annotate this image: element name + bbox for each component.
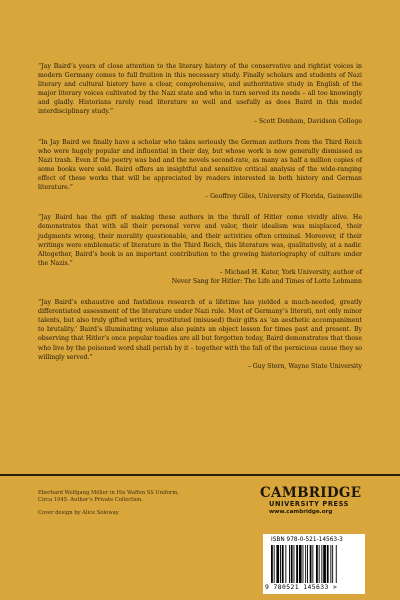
isbn-label: ISBN 978-0-521-14563-3 <box>271 537 343 543</box>
publisher-name: CAMBRIDGE <box>260 485 362 501</box>
blurb-quote <box>38 213 362 286</box>
blurb-text: “Jay Baird’s years of close attention to the literary history of the conservative and rightist voices in modern Germany comes to full fruition in this necessary study. Finally scholars and students of Nazi literary and cultural history have a clear, comprehensive, and authoritative study in English of the major literary voices cultivated by the Nazi state and who in turn served its needs – all too knowingly and gladly. Historians rarely read literature so well and usefully as does Baird in this model interdisciplinary study.” <box>38 63 362 116</box>
publisher-subtitle: UNIVERSITY PRESS <box>269 500 349 508</box>
blurb-book-title: Never Sang for Hitler: The Life and Times of Lotte Lehmann <box>171 277 362 285</box>
blurb-attribution: – Guy Stern, Wayne State University <box>247 362 362 370</box>
blurb-attribution: – Scott Denham, Davidson College <box>253 117 362 125</box>
publisher-logo <box>260 486 380 516</box>
blurb-quote <box>38 62 362 126</box>
blurb-attribution: – Michael H. Kater, York University, author of <box>219 268 362 276</box>
cover-credits <box>38 490 218 517</box>
bottom-strip <box>0 476 400 600</box>
barcode <box>263 534 365 594</box>
barcode-bars-icon <box>271 545 359 583</box>
blurb-quote <box>38 138 362 202</box>
blurb-text: “Jay Baird has the gift of making these authors in the thrall of Hitler come vividly alive. He demonstrates that with all their personal verve and valor, their idealism was misplaced, their judgments wrong, their morality questionable, and their activities often criminal. Moreover, if their writings were emblematic of literature in the Third Reich, this literature was, qualitatively, at a nadir. Altogether, Baird’s book is an important contribution to the growing historiography of culture under the Nazis.” <box>38 214 362 267</box>
barcode-digits: 9 780521 145633 > <box>265 583 338 591</box>
blurb-text: “Jay Baird’s exhaustive and fastidious research of a lifetime has yielded a much-needed, greatly differentiated assessment of the literature under Nazi rule. Most of Germany’s literati, not only minor talents, but also truly gifted writers, prostituted (misused) their gifts as ‘an aesthetic accompaniment to brutality.’ Baird’s illuminating volume also paints an object lesson for times past and present. By observing that Hitler’s once popular toadies are all but forgotten today, Baird demonstrates that those who live by the poisoned word shall perish by it – together with the fall of the pernicious cause they so willingly served.” <box>38 299 362 361</box>
design-credit: Cover design by Alice Soloway <box>38 510 119 516</box>
photo-credit-line: Circa 1945. Author’s Private Collection. <box>38 497 144 503</box>
publisher-url: www.cambridge.org <box>269 509 333 515</box>
blurb-attribution: – Geoffrey Giles, University of Florida, Gainesville <box>205 193 362 201</box>
blurb-quote <box>38 298 362 371</box>
photo-credit-line: Eberhard Wolfgang Möller in His Waffen SS Uniform, <box>38 490 179 496</box>
blurb-text: “In Jay Baird we finally have a scholar who takes seriously the German authors from the Third Reich who were hugely popular and influential in their day, but whose work is now generally dismissed as Nazi trash. Even if the poetry was bad and the novels second-rate, as many as half a million copies of some books were sold. Baird offers an insightful and sensitive critical analysis of the wide-ranging effect of these works that will be appreciated by readers interested in both history and German literature.” <box>38 138 362 192</box>
blurbs-section <box>38 62 362 383</box>
